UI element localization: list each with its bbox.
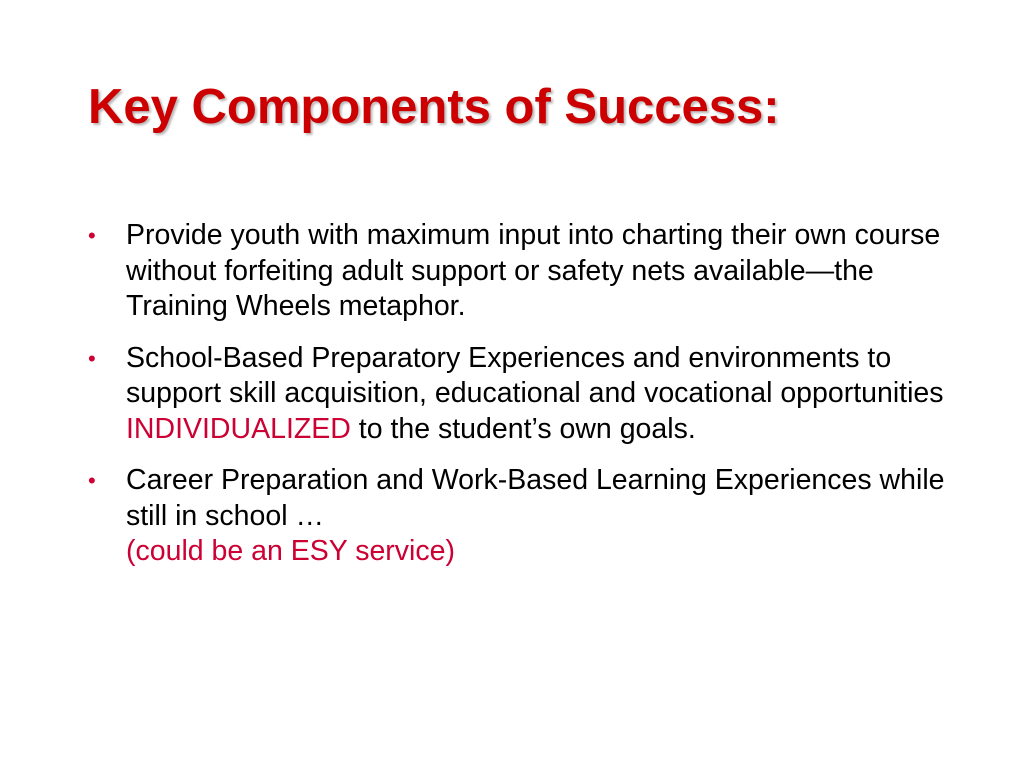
bullet-text [126,341,946,448]
bullet-icon: • [88,223,96,248]
bullet-list [86,218,946,586]
bullet-text [126,463,946,570]
bullet-main-text: Career Preparation and Work-Based Learning Experiences while still in school … [126,464,945,532]
bullet-icon: • [88,345,96,371]
bullet-note: (could be an ESY service) [126,535,455,567]
bullet-text: Provide youth with maximum input into charting their own course without forfeiting adult support or safety nets available—the Training Wheels metaphor. [126,219,941,322]
slide-title: Key Components of Success: [88,80,780,134]
highlighted-word: INDIVIDUALIZED [126,412,351,445]
bullet-text-before: School-Based Preparatory Experiences and environments to support skill acquisition, educational and vocational opportunities [126,341,944,409]
list-item [86,463,946,570]
bullet-icon: • [88,468,96,493]
list-item [86,341,946,448]
list-item [86,218,946,325]
bullet-text-after: to the student’s own goals. [350,412,696,445]
